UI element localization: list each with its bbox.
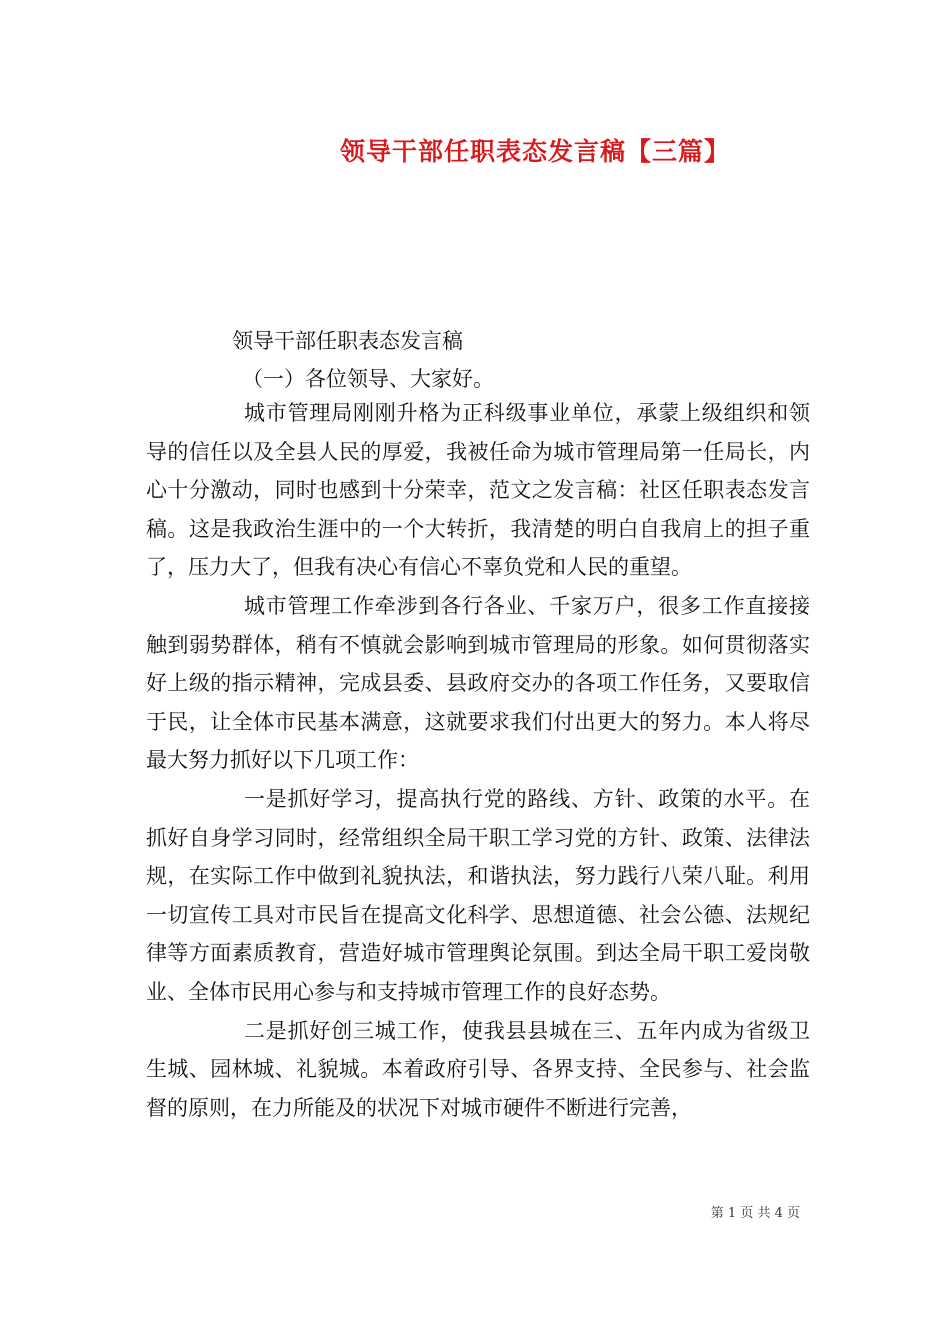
page-number-footer: 第 1 页 共 4 页 xyxy=(710,1206,800,1221)
paragraph-3: 一是抓好学习，提高执行党的路线、方针、政策的水平。在抓好自身学习同时，经常组织全局干职工学习党的方针、政策、法律法规，在实际工作中做到礼貌执法，和谐执法，努力践行八荣八耻。利用一切宣传工具对市民旨在提高文化科学、思想道德、社会公德、法规纪律等方面素质教育，营造好城市管理舆论氛围。到达全局干职工爱岗敬业、全体市民用心参与和支持城市管理工作的良好态势。 xyxy=(146,786,810,1004)
document-title: 领导干部任职表态发言稿【三篇】 xyxy=(339,137,730,166)
paragraph-4: 二是抓好创三城工作，使我县县城在三、五年内成为省级卫生城、园林城、礼貌城。本着政府引导、各界支持、全民参与、社会监督的原则，在力所能及的状况下对城市硬件不断进行完善， xyxy=(146,1018,810,1120)
paragraph-2: 城市管理工作牵涉到各行各业、千家万户，很多工作直接接触到弱势群体，稍有不慎就会影响到城市管理局的形象。如何贯彻落实好上级的指示精神，完成县委、县政府交办的各项工作任务，又要取信于民，让全体市民基本满意，这就要求我们付出更大的努力。本人将尽最大努力抓好以下几项工作： xyxy=(146,593,810,773)
section-heading: 领导干部任职表态发言稿 xyxy=(232,329,463,353)
greeting-line: （一）各位领导、大家好。 xyxy=(242,367,494,391)
paragraph-1: 城市管理局刚刚升格为正科级事业单位，承蒙上级组织和领导的信任以及全县人民的厚爱，我被任命为城市管理局第一任局长，内心十分激动，同时也感到十分荣幸，范文之发言稿：社区任职表态发言稿。这是我政治生涯中的一个大转折，我清楚的明白自我肩上的担子重了，压力大了，但我有决心有信心不辜负党和人民的重望。 xyxy=(146,401,810,580)
document-body xyxy=(146,394,810,1127)
